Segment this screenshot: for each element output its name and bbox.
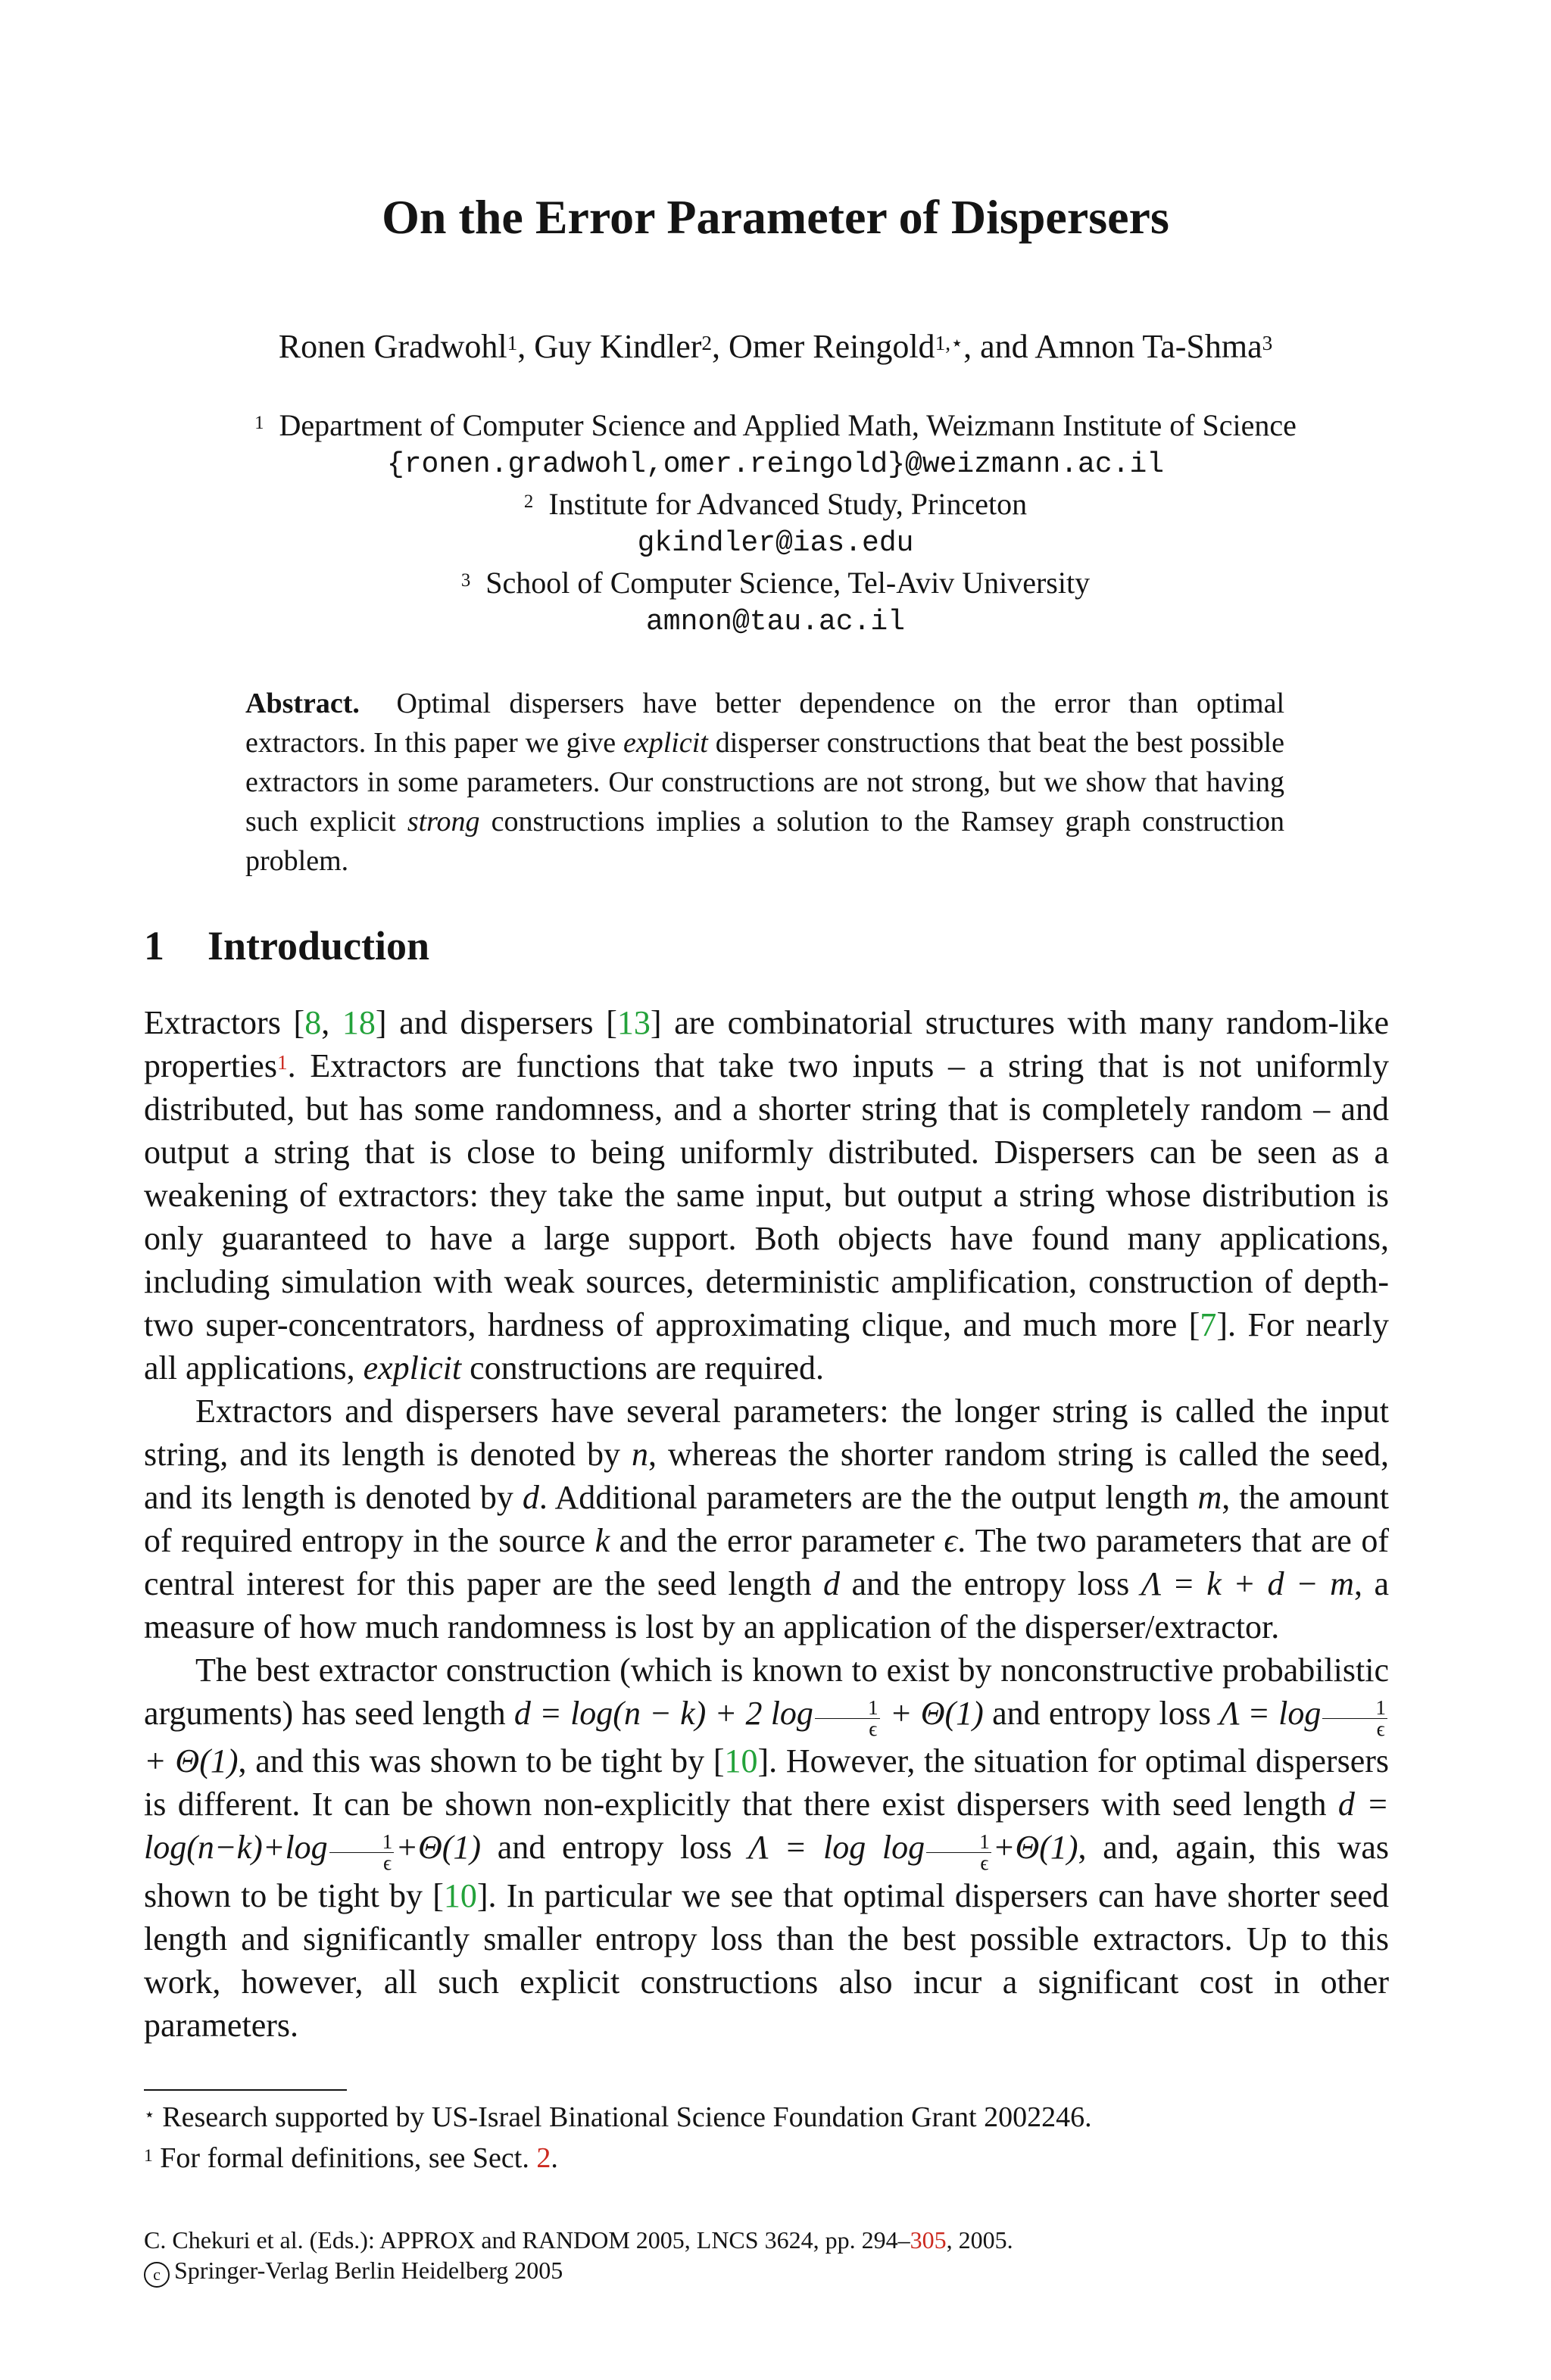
author-name: Ronen Gradwohl: [278, 328, 507, 365]
fraction: $\frac{1}{\epsilon}$: [815, 1698, 880, 1740]
page-link[interactable]: 305: [910, 2226, 947, 2254]
citation-footer: C. Chekuri et al. (Eds.): APPROX and RANDOM 2005, LNCS 3624, pp. 294–305, 2005.: [144, 2226, 1013, 2254]
fraction: $\frac{1}{\epsilon}$: [1322, 1698, 1387, 1740]
section-link[interactable]: 2: [536, 2142, 551, 2174]
citation-link[interactable]: 18: [342, 1004, 376, 1041]
footnote-1: $^1$ For formal definitions, see Sect. 2.: [144, 2142, 558, 2174]
abstract-label: Abstract.: [245, 688, 360, 719]
affiliation-3: $^3$ School of Computer Science, Tel-Aviv University: [460, 566, 1091, 600]
citation-link[interactable]: 13: [616, 1004, 651, 1041]
citation-link[interactable]: 8: [304, 1004, 322, 1041]
copyright-icon: c: [144, 2262, 170, 2288]
equation: Λ = log log: [748, 1829, 925, 1867]
author-affiliation-mark: 3: [1262, 332, 1273, 355]
author-affiliation-mark: 1: [507, 332, 518, 355]
paragraph-1: Extractors [8, 18] and dispersers [13] are combinatorial structures with many random-like properties$^1$. Extractors are functions that take two inputs – a string that is not uniformly distributed, but has some randomness, and a shorter string that is completely random – and output a string that is close to being uniformly distributed. Dispersers can be seen as a weakening of extractors: they take the same input, but output a string whose distribution is only guaranteed to have a large support. Both objects have found many applications, including simulation with weak sources, deterministic amplification, construction of depth-two super-concentrators, hardness of approximating clique, and much more [7]. For nearly all applications, explicit constructions are required.: [144, 1004, 1390, 1387]
paper-title: On the Error Parameter of Dispersers: [382, 190, 1169, 244]
equation: Λ = log: [1219, 1695, 1322, 1732]
abstract: Abstract. Optimal dispersers have better dependence on the error than optimal extractors. In this paper we give explicit disperser constructions that beat the best possible extractors in some parameters. Our constructions are not strong, but we show that having such explicit strong constructions implies a solution to the Ramsey graph construction problem.: [245, 688, 1284, 877]
copyright-line: c Springer-Verlag Berlin Heidelberg 2005: [144, 2257, 563, 2288]
author-affiliation-mark: 2: [701, 332, 713, 355]
affiliation-2-email[interactable]: gkindler@ias.edu: [637, 527, 914, 560]
author-affiliation-mark: 1,⋆: [935, 332, 964, 355]
body-text: [144, 1001, 1389, 2047]
equation: d = log(n − k) + 2 log: [513, 1695, 813, 1732]
citation-link[interactable]: 7: [1200, 1306, 1217, 1343]
fraction: $\frac{1}{\epsilon}$: [926, 1832, 991, 1874]
paragraph-2: Extractors and dispersers have several parameters: the longer string is called the input string, and its length is denoted by n, whereas the shorter random string is called the seed, and its length is denoted by d. Additional parameters are the the output length m, the amount of required entropy in the source k and the error parameter ϵ. The two parameters that are of central interest for this paper are the seed length d and the entropy loss Λ = k + d − m, a measure of how much randomness is lost by an application of the disperser/extractor.: [144, 1393, 1389, 1645]
footnote-star: ⋆ Research supported by US-Israel Binational Science Foundation Grant 2002246.: [144, 2101, 1092, 2133]
affiliation-1: $^1$ Department of Computer Science and Applied Math, Weizmann Institute of Science: [254, 408, 1297, 442]
author-name: Amnon Ta-Shma: [1035, 328, 1262, 365]
fraction: $\frac{1}{\epsilon}$: [329, 1832, 395, 1874]
equation: d = log(n−k)+log: [144, 1786, 1389, 1867]
footnote-link[interactable]: 1: [276, 1051, 288, 1075]
author-list: Ronen Gradwohl$^1$, Guy Kindler$^2$, Omer Reingold$^{1,⋆}$, and Amnon Ta-Shma$^3$: [278, 328, 1273, 365]
entropy-loss-equation: Λ = k + d − m: [1141, 1565, 1354, 1602]
affiliation-2: $^2$ Institute for Advanced Study, Princeton: [523, 487, 1028, 521]
affiliation-3-email[interactable]: amnon@tau.ac.il: [645, 606, 906, 638]
section-heading: [144, 922, 429, 969]
section-number: 1: [144, 923, 164, 969]
author-name: Guy Kindler: [534, 328, 702, 365]
paragraph-3: The best extractor construction (which is known to exist by nonconstructive probabilistic arguments) has seed length d = log(n − k) + 2 log $\frac{1}{\epsilon}$ + Θ(1) and entropy loss Λ = log $\frac{1}{\epsilon}$ + Θ(1), and this was shown to be tight by [10]. However, the situation for optimal dispersers is different. It can be shown non-explicitly that there exist dispersers with seed length d = log(n−k)+log $\frac{1}{\epsilon}$ +Θ(1) and entropy loss Λ = log log $\frac{1}{\epsilon}$ +Θ(1), and, again, this was shown to be tight by [10]. In particular we see that optimal dispersers can have shorter seed length and significantly smaller entropy loss than the best possible extractors. Up to this work, however, all such explicit constructions also incur a significant cost in other parameters.: [144, 1652, 1390, 2044]
citation-link[interactable]: 10: [443, 1876, 477, 1914]
citation-link[interactable]: 10: [724, 1742, 758, 1780]
affiliation-1-email[interactable]: {ronen.gradwohl,omer.reingold}@weizmann.ac.il: [386, 448, 1165, 481]
section-title: Introduction: [208, 923, 430, 969]
author-name: Omer Reingold: [729, 328, 935, 365]
footnote-rule: [144, 2089, 347, 2091]
